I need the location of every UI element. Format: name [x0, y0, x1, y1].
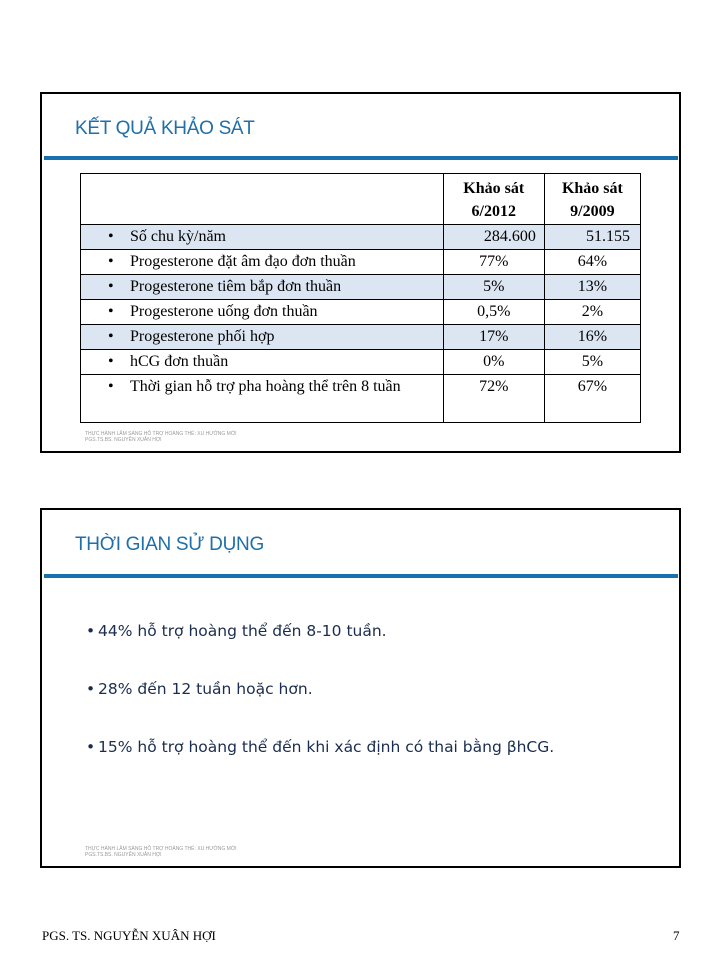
bullet-icon: •: [108, 378, 114, 395]
row-label: [81, 275, 444, 300]
slide-usage-duration: [40, 508, 681, 868]
bullet-icon: •: [108, 278, 114, 295]
slide-footer: [85, 431, 237, 443]
bullet-icon: •: [86, 738, 96, 756]
slide-footer-author: PGS.TS.BS. NGUYỄN XUÂN HỢI: [85, 437, 162, 443]
table-header-empty: [81, 174, 444, 225]
row-label: [81, 375, 444, 423]
row-label: [81, 250, 444, 275]
table-row: [81, 300, 641, 325]
bullet-list: [86, 622, 554, 796]
row-label-text: Progesterone đặt âm đạo đơn thuần: [130, 253, 356, 270]
bullet-icon: •: [108, 303, 114, 320]
table-row: [81, 275, 641, 300]
row-label: [81, 300, 444, 325]
cell-2012: 72%: [443, 375, 544, 423]
slide-title: KẾT QUẢ KHẢO SÁT: [75, 118, 255, 139]
cell-2009: 51.155: [544, 225, 640, 250]
header-line: Khảo sát: [463, 179, 525, 197]
slide-footer-course: THỰC HÀNH LÂM SÀNG HỖ TRỢ HOÀNG THỂ: XU HƯỚNG MỚI: [85, 846, 237, 852]
table-row: [81, 250, 641, 275]
table-header-survey-2012: [443, 174, 544, 225]
title-divider: [44, 156, 678, 160]
row-label-text: Thời gian hỗ trợ pha hoàng thể trên 8 tuần: [130, 378, 401, 395]
cell-2009: 64%: [544, 250, 640, 275]
bullet-icon: •: [108, 228, 114, 245]
page-number: 7: [673, 928, 680, 943]
table-header-row: [81, 174, 641, 225]
list-item-text: 15% hỗ trợ hoàng thể đến khi xác định có thai bằng βhCG.: [98, 738, 555, 756]
row-label-text: Số chu kỳ/năm: [130, 228, 226, 245]
row-label-text: hCG đơn thuần: [130, 353, 229, 370]
cell-2012: 0,5%: [443, 300, 544, 325]
title-divider: [44, 574, 678, 578]
cell-2012: 5%: [443, 275, 544, 300]
header-line: Khảo sát: [561, 179, 623, 197]
header-line: 9/2009: [570, 202, 615, 220]
cell-2012: 0%: [443, 350, 544, 375]
table-row: [81, 225, 641, 250]
list-item-text: 28% đến 12 tuần hoặc hơn.: [98, 680, 313, 698]
cell-2012: 17%: [443, 325, 544, 350]
bullet-icon: •: [108, 353, 114, 370]
cell-2012: 77%: [443, 250, 544, 275]
slide-footer-course: THỰC HÀNH LÂM SÀNG HỖ TRỢ HOÀNG THỂ: XU HƯỚNG MỚI: [85, 431, 237, 437]
bullet-icon: •: [108, 253, 114, 270]
table-row: [81, 375, 641, 423]
row-label-text: Progesterone uống đơn thuần: [130, 303, 318, 320]
bullet-icon: •: [86, 622, 96, 640]
bullet-icon: •: [108, 328, 114, 345]
row-label: [81, 350, 444, 375]
cell-2009: 5%: [544, 350, 640, 375]
slide-title: THỜI GIAN SỬ DỤNG: [75, 534, 264, 555]
list-item: [86, 622, 554, 680]
cell-2009: 67%: [544, 375, 640, 423]
cell-2009: 2%: [544, 300, 640, 325]
row-label-text: Progesterone tiêm bắp đơn thuần: [130, 278, 342, 295]
cell-2012: 284.600: [443, 225, 544, 250]
table-row: [81, 325, 641, 350]
table-header-survey-2009: [544, 174, 640, 225]
row-label-text: Progesterone phối hợp: [130, 328, 275, 345]
header-line: 6/2012: [471, 202, 516, 220]
slide-footer-author: PGS.TS.BS. NGUYỄN XUÂN HỢI: [85, 852, 162, 858]
page-footer-author: PGS. TS. NGUYỄN XUÂN HỢI: [42, 928, 216, 943]
list-item-text: 44% hỗ trợ hoàng thể đến 8-10 tuần.: [98, 622, 387, 640]
list-item: [86, 738, 554, 796]
row-label: [81, 225, 444, 250]
row-label: [81, 325, 444, 350]
table-row: [81, 350, 641, 375]
bullet-icon: •: [86, 680, 96, 698]
cell-2009: 16%: [544, 325, 640, 350]
slide-survey-results: [40, 92, 681, 453]
cell-2009: 13%: [544, 275, 640, 300]
slide-footer: [85, 846, 237, 858]
list-item: [86, 680, 554, 738]
survey-table: [80, 173, 641, 423]
